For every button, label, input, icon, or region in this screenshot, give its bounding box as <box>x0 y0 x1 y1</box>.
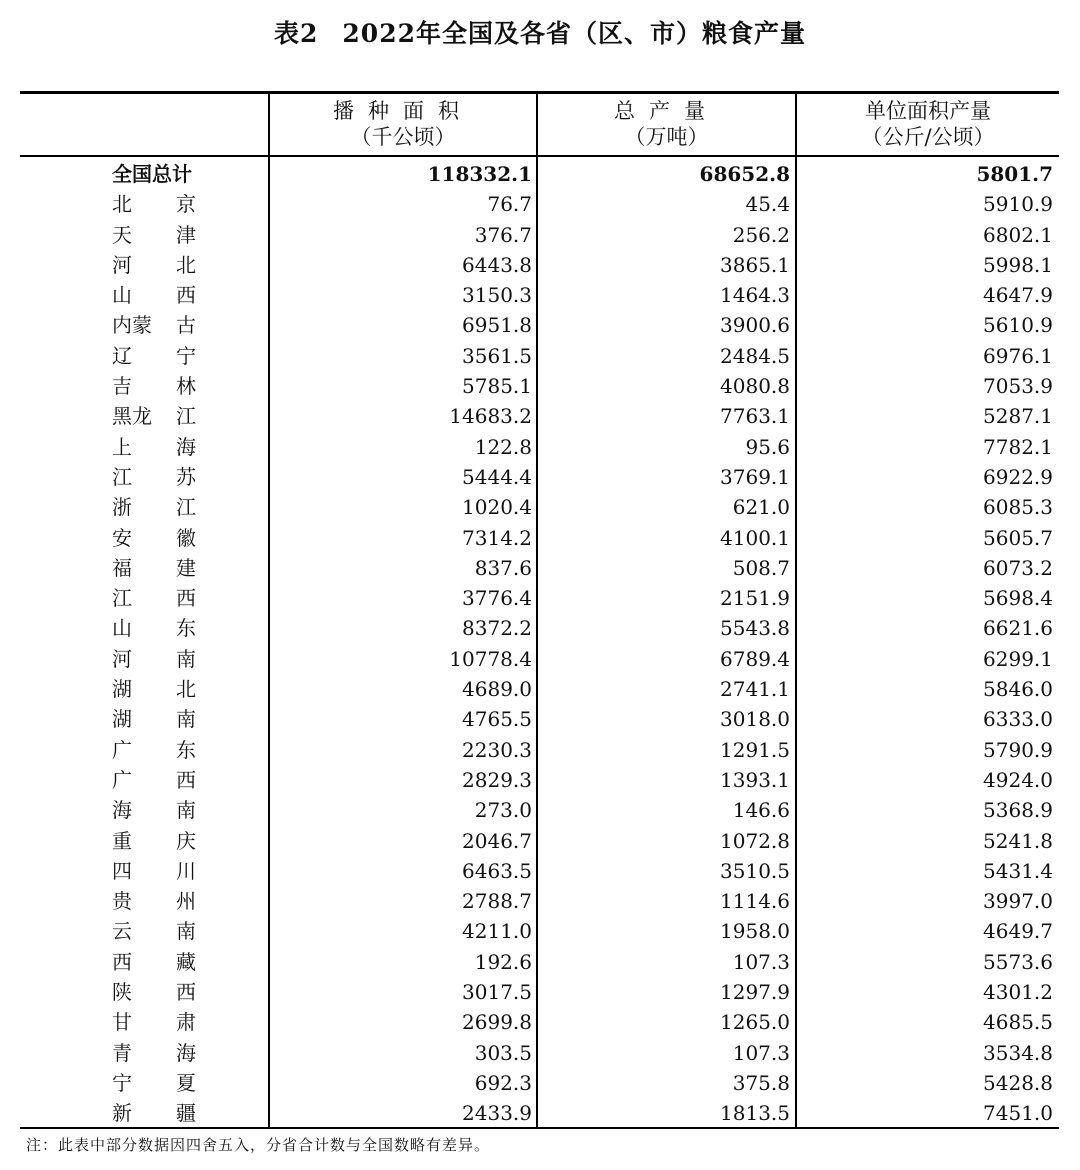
table-row <box>20 189 1059 219</box>
region-name: 全国总计 <box>112 162 192 186</box>
region-name: 云 南 <box>112 919 196 944</box>
column-header-area-title: 播种面积 <box>333 99 473 123</box>
yield-per-area-value: 4924.0 <box>983 767 1053 792</box>
yield-per-area-value: 5431.4 <box>983 858 1053 883</box>
region-name: 重 庆 <box>112 828 196 853</box>
sown-area-value: 10778.4 <box>449 646 532 671</box>
sown-area-value: 2699.8 <box>462 1010 532 1035</box>
table-label: 表2 <box>274 19 319 48</box>
yield-per-area-value: 5605.7 <box>983 525 1053 550</box>
table-row <box>20 856 1059 886</box>
sown-area-value: 4211.0 <box>462 919 532 944</box>
table-row <box>20 977 1059 1007</box>
yield-per-area-value: 6085.3 <box>983 495 1053 520</box>
sown-area-value: 2046.7 <box>462 828 532 853</box>
total-output-value: 1813.5 <box>720 1101 790 1126</box>
table-row <box>20 795 1059 825</box>
sown-area-value: 3150.3 <box>462 283 532 308</box>
total-output-value: 7763.1 <box>720 404 790 429</box>
yield-per-area-value: 7782.1 <box>983 434 1053 459</box>
table-row <box>20 1068 1059 1098</box>
column-header-area-unit: （千公顷） <box>350 125 456 149</box>
sown-area-value: 6443.8 <box>462 252 532 277</box>
region-name: 广 东 <box>112 737 196 762</box>
table-row <box>20 492 1059 522</box>
table-body <box>20 159 1059 1129</box>
yield-per-area-value: 5428.8 <box>983 1070 1053 1095</box>
region-name: 黑龙 江 <box>112 404 196 429</box>
sown-area-value: 837.6 <box>474 555 532 580</box>
table-row-total <box>20 159 1059 189</box>
region-name: 山 东 <box>112 616 196 641</box>
sown-area-value: 376.7 <box>474 222 532 247</box>
total-output-value: 1114.6 <box>720 889 790 914</box>
region-name: 安 徽 <box>112 525 196 550</box>
region-name: 河 南 <box>112 646 196 671</box>
yield-per-area-value: 6073.2 <box>983 555 1053 580</box>
column-header-yield <box>797 93 1059 155</box>
region-name: 吉 林 <box>112 374 196 399</box>
total-output-value: 45.4 <box>745 192 790 217</box>
table-row <box>20 1098 1059 1128</box>
region-name: 浙 江 <box>112 495 196 520</box>
sown-area-value: 76.7 <box>487 192 532 217</box>
region-name: 陕 西 <box>112 980 196 1005</box>
table-row <box>20 826 1059 856</box>
yield-per-area-value: 7053.9 <box>983 374 1053 399</box>
sown-area-value: 692.3 <box>474 1070 532 1095</box>
total-output-value: 1291.5 <box>720 737 790 762</box>
total-output-value: 3510.5 <box>720 858 790 883</box>
table-row <box>20 674 1059 704</box>
table-footnote: 注：此表中部分数据因四舍五入，分省合计数与全国数略有差异。 <box>26 1136 491 1154</box>
sown-area-value: 8372.2 <box>462 616 532 641</box>
sown-area-value: 2230.3 <box>462 737 532 762</box>
region-name: 湖 南 <box>112 707 196 732</box>
sown-area-value: 4765.5 <box>462 707 532 732</box>
table-row <box>20 735 1059 765</box>
yield-per-area-value: 5573.6 <box>983 949 1053 974</box>
total-output-value: 3865.1 <box>720 252 790 277</box>
table-row <box>20 765 1059 795</box>
table-row <box>20 432 1059 462</box>
total-output-value: 508.7 <box>732 555 790 580</box>
yield-per-area-value: 6802.1 <box>983 222 1053 247</box>
total-output-value: 4080.8 <box>720 374 790 399</box>
yield-per-area-value: 4649.7 <box>983 919 1053 944</box>
table-row <box>20 280 1059 310</box>
total-output-value: 3769.1 <box>720 464 790 489</box>
sown-area-value: 7314.2 <box>462 525 532 550</box>
yield-per-area-value: 4685.5 <box>983 1010 1053 1035</box>
table-header-rule <box>20 155 1059 157</box>
total-output-value: 375.8 <box>732 1070 790 1095</box>
total-output-value: 5543.8 <box>720 616 790 641</box>
table-row <box>20 553 1059 583</box>
region-name: 广 西 <box>112 767 196 792</box>
yield-per-area-value: 5287.1 <box>983 404 1053 429</box>
sown-area-value: 2788.7 <box>462 889 532 914</box>
column-header-output-title: 总产量 <box>614 99 719 123</box>
table-row <box>20 1007 1059 1037</box>
sown-area-value: 5785.1 <box>462 374 532 399</box>
total-output-value: 1393.1 <box>720 767 790 792</box>
table-row <box>20 1038 1059 1068</box>
yield-per-area-value: 5801.7 <box>976 162 1053 186</box>
sown-area-value: 4689.0 <box>462 677 532 702</box>
column-header-output <box>538 93 795 155</box>
region-name: 福 建 <box>112 555 196 580</box>
column-header-yield-title: 单位面积产量 <box>865 99 991 123</box>
sown-area-value: 273.0 <box>474 798 532 823</box>
yield-per-area-value: 6976.1 <box>983 343 1053 368</box>
region-name: 湖 北 <box>112 677 196 702</box>
table-row <box>20 462 1059 492</box>
total-output-value: 3900.6 <box>720 313 790 338</box>
column-header-area <box>270 93 536 155</box>
table-row <box>20 583 1059 613</box>
yield-per-area-value: 3997.0 <box>983 889 1053 914</box>
region-name: 贵 州 <box>112 889 196 914</box>
total-output-value: 146.6 <box>732 798 790 823</box>
sown-area-value: 6463.5 <box>462 858 532 883</box>
table-row <box>20 886 1059 916</box>
yield-per-area-value: 4301.2 <box>983 980 1053 1005</box>
total-output-value: 1297.9 <box>720 980 790 1005</box>
region-name: 河 北 <box>112 252 196 277</box>
yield-per-area-value: 5610.9 <box>983 313 1053 338</box>
total-output-value: 1265.0 <box>720 1010 790 1035</box>
region-name: 四 川 <box>112 858 196 883</box>
yield-per-area-value: 5368.9 <box>983 798 1053 823</box>
total-output-value: 256.2 <box>732 222 790 247</box>
yield-per-area-value: 5698.4 <box>983 586 1053 611</box>
total-output-value: 2741.1 <box>720 677 790 702</box>
table-row <box>20 523 1059 553</box>
yield-per-area-value: 7451.0 <box>983 1101 1053 1126</box>
yield-per-area-value: 5846.0 <box>983 677 1053 702</box>
region-name: 内蒙 古 <box>112 313 196 338</box>
table-row <box>20 916 1059 946</box>
region-name: 上 海 <box>112 434 196 459</box>
region-name: 海 南 <box>112 798 196 823</box>
sown-area-value: 3017.5 <box>462 980 532 1005</box>
region-name: 宁 夏 <box>112 1070 196 1095</box>
table-title <box>0 14 1080 50</box>
yield-per-area-value: 6922.9 <box>983 464 1053 489</box>
column-header-output-unit: （万吨） <box>624 125 709 149</box>
yield-per-area-value: 6333.0 <box>983 707 1053 732</box>
region-name: 江 苏 <box>112 464 196 489</box>
total-output-value: 6789.4 <box>720 646 790 671</box>
sown-area-value: 3561.5 <box>462 343 532 368</box>
sown-area-value: 2829.3 <box>462 767 532 792</box>
table-row <box>20 220 1059 250</box>
total-output-value: 621.0 <box>732 495 790 520</box>
total-output-value: 107.3 <box>732 1040 790 1065</box>
yield-per-area-value: 3534.8 <box>983 1040 1053 1065</box>
total-output-value: 107.3 <box>732 949 790 974</box>
total-output-value: 2151.9 <box>720 586 790 611</box>
yield-per-area-value: 5241.8 <box>983 828 1053 853</box>
total-output-value: 3018.0 <box>720 707 790 732</box>
region-name: 辽 宁 <box>112 343 196 368</box>
total-output-value: 1958.0 <box>720 919 790 944</box>
table-title-text: 2022年全国及各省（区、市）粮食产量 <box>342 19 806 48</box>
yield-per-area-value: 6621.6 <box>983 616 1053 641</box>
column-header-yield-unit: （公斤/公顷） <box>861 125 995 149</box>
sown-area-value: 1020.4 <box>462 495 532 520</box>
region-name: 北 京 <box>112 192 196 217</box>
region-name: 甘 肃 <box>112 1010 196 1035</box>
sown-area-value: 118332.1 <box>427 162 532 186</box>
yield-per-area-value: 5910.9 <box>983 192 1053 217</box>
yield-per-area-value: 4647.9 <box>983 283 1053 308</box>
sown-area-value: 14683.2 <box>449 404 532 429</box>
total-output-value: 1072.8 <box>720 828 790 853</box>
table-row <box>20 371 1059 401</box>
region-name: 西 藏 <box>112 949 196 974</box>
table-row <box>20 310 1059 340</box>
region-name: 青 海 <box>112 1040 196 1065</box>
total-output-value: 95.6 <box>745 434 790 459</box>
table-row <box>20 644 1059 674</box>
region-name: 天 津 <box>112 222 196 247</box>
sown-area-value: 5444.4 <box>462 464 532 489</box>
region-name: 山 西 <box>112 283 196 308</box>
sown-area-value: 192.6 <box>474 949 532 974</box>
table-row <box>20 704 1059 734</box>
yield-per-area-value: 5790.9 <box>983 737 1053 762</box>
sown-area-value: 3776.4 <box>462 586 532 611</box>
yield-per-area-value: 5998.1 <box>983 252 1053 277</box>
total-output-value: 1464.3 <box>720 283 790 308</box>
table-row <box>20 613 1059 643</box>
table-row <box>20 250 1059 280</box>
region-name: 新 疆 <box>112 1101 196 1126</box>
table-row <box>20 341 1059 371</box>
sown-area-value: 6951.8 <box>462 313 532 338</box>
region-name: 江 西 <box>112 586 196 611</box>
sown-area-value: 2433.9 <box>462 1101 532 1126</box>
yield-per-area-value: 6299.1 <box>983 646 1053 671</box>
sown-area-value: 122.8 <box>474 434 532 459</box>
total-output-value: 2484.5 <box>720 343 790 368</box>
table-row <box>20 401 1059 431</box>
total-output-value: 68652.8 <box>699 162 790 186</box>
total-output-value: 4100.1 <box>720 525 790 550</box>
table-row <box>20 947 1059 977</box>
sown-area-value: 303.5 <box>474 1040 532 1065</box>
